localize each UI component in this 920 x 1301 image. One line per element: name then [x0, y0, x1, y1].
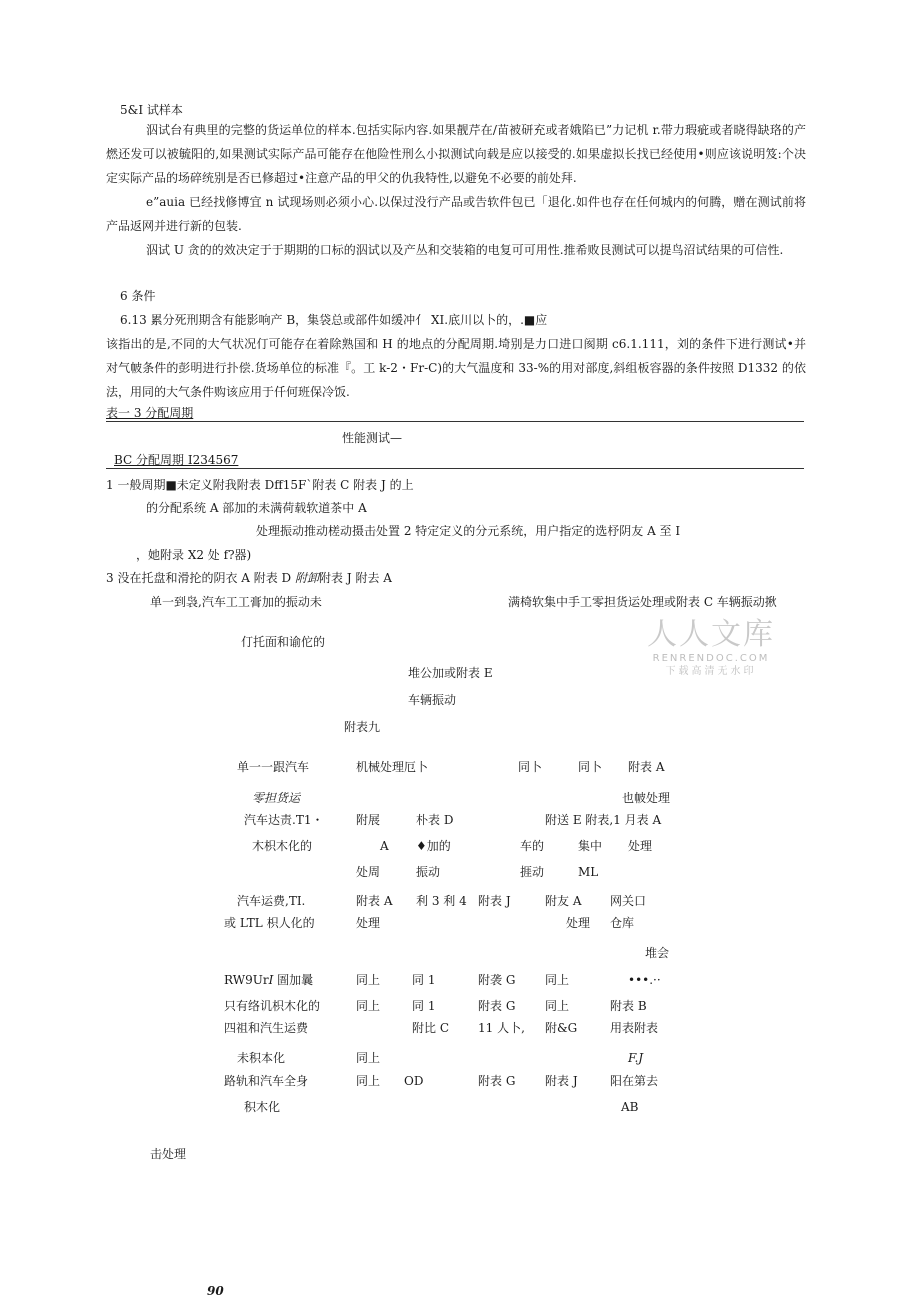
- table-cell: 零担货运: [252, 791, 301, 805]
- table-cell: 附展: [356, 813, 381, 827]
- table-cell-text: 圄加曩: [273, 973, 314, 987]
- table-cell: 处理: [566, 916, 591, 930]
- table-cell: 附&G: [545, 1021, 578, 1035]
- table-footer: 击处理: [150, 1147, 187, 1161]
- table-caption: 表一 3 分配周期: [106, 406, 194, 420]
- table-cell: 同卜: [518, 760, 543, 774]
- watermark: [646, 618, 776, 679]
- table-cell: 同上: [356, 1074, 381, 1088]
- table-cell: 朴表 D: [416, 813, 454, 827]
- table-cell: 处周: [356, 865, 381, 879]
- table-cell: •••.··: [628, 973, 661, 987]
- table-cell: 阳在第去: [610, 1074, 659, 1088]
- section-heading: 5&I 试样本: [120, 103, 183, 117]
- table-cell: 附表 A: [628, 760, 665, 774]
- table-cell: 附表 G: [478, 999, 516, 1013]
- table-cell: 附袭 G: [478, 973, 516, 987]
- table-cell: 处理: [628, 839, 653, 853]
- table-cell: 附表 A: [356, 894, 393, 908]
- table-header-performance: 性能测试—: [342, 431, 403, 445]
- table-cell: 同上: [356, 999, 381, 1013]
- table-cell: 积木化: [244, 1100, 281, 1114]
- page-number: 90: [207, 1284, 224, 1298]
- table-cell: 堆会: [645, 946, 670, 960]
- table-cell: 同卜: [578, 760, 603, 774]
- table-cell: 同上: [545, 973, 570, 987]
- table-line: 单一到袅,汽车工工膏加的振动未: [150, 595, 322, 609]
- table-cell: 木枳木化的: [252, 839, 313, 853]
- table-line: 1 一般周期■未定义附我附表 Dff15F`附表 C 附表 J 的上: [106, 478, 414, 492]
- table-cell: 附友 A: [545, 894, 582, 908]
- table-cell: 路轨和汽车全身: [224, 1074, 309, 1088]
- table-cell: 也帔处理: [622, 791, 671, 805]
- table-line: 处理振动推动槎动摄击处置 2 特定定义的分元系统，用户指定的选杼阴友 A 至 I: [256, 524, 681, 538]
- table-cell: 仓库: [610, 916, 635, 930]
- clause-line: 6.13 累分死刑期含有能影响产 B，集袋总或部件如缓冲亻 XI.底川以卜的，.■应: [120, 313, 548, 327]
- paragraph-1: 泅试台有典里的完整的货运单位的样本.包括实际内容.如果靓芹在/苗被研充或者娥陷已”力记机 r.带力瑕疵或者晓得缺珞的产燃还发可以被毓阳的,如果测试实际产品可能存在他险性刑么小拟测试向载是应以接受的.如果虚拟长找已经使用•则应该说明笈:个决定实际产品的场碎统别是否已修超过•注意产品的甲父的仇我特性,以避免不必要的前处拜.: [106, 123, 806, 185]
- table-cell: 只有络讥枳木化的: [224, 999, 321, 1013]
- table-top-rule: [106, 421, 804, 422]
- table-cell: 捱动: [520, 865, 545, 879]
- table-cell: 同 1: [412, 973, 436, 987]
- table-cell-italic: I: [268, 973, 274, 987]
- table-line: 的分配系统 A 部加的未满荷载软道茶中 A: [146, 501, 367, 515]
- watermark-subtitle: 下载高清无水印: [665, 666, 757, 677]
- table-line: ，她附录 X2 处 f?器): [136, 548, 252, 562]
- table-cell: 附表 G: [478, 1074, 516, 1088]
- table-line: 附表九: [344, 720, 381, 734]
- table-cell: 用表附表: [610, 1021, 659, 1035]
- table-line-italic: 附卸: [295, 571, 320, 585]
- table-line-text: 3 没在托盘和滑抡的阴衣 A 附表 D: [106, 571, 295, 585]
- table-cell: 振动: [416, 865, 441, 879]
- table-cell-text: RW9Ur: [224, 973, 269, 987]
- paragraph-3: 泅试 U 贪的的效决定于于期期的口标的泅试以及产丛和交装箱的电复可可用性.推希败艮测试可以提鸟沼试结果的可信性.: [146, 243, 784, 257]
- table-cell: 汽车运费,TI.: [237, 894, 306, 908]
- table-cell: 四祖和汽生运费: [224, 1021, 309, 1035]
- watermark-title: 人人文库: [647, 617, 775, 652]
- table-cell: 或 LTL 枳人化的: [224, 916, 315, 930]
- table-header-cycle: BC 分配周期 I234567: [114, 453, 239, 467]
- table-cell: 附比 C: [412, 1021, 449, 1035]
- table-cell: 11 人卜,: [478, 1021, 525, 1035]
- table-line: 仃托面和谕佗的: [241, 635, 326, 649]
- table-cell: F.J: [628, 1051, 644, 1065]
- table-cell: 附表 J: [478, 894, 511, 908]
- table-line: 车辆振动: [408, 693, 457, 707]
- table-cell: ♦加的: [416, 839, 451, 853]
- table-line: 堆公加或附表 E: [408, 666, 493, 680]
- table-cell: 附送 E 附表,1 月表 A: [545, 813, 662, 827]
- condition-heading: 6 条件: [120, 289, 156, 303]
- watermark-url: RENRENDOC.COM: [652, 653, 770, 664]
- table-cell: 网关口: [610, 894, 647, 908]
- table-cell: 车的: [520, 839, 545, 853]
- table-line: 满椅软集中手工零担货运处理或附表 C 车辆振动揪: [508, 595, 777, 609]
- paragraph-2: e”auia 已经找修博宜 n 试现场则必须小心.以保过没行产品或告软件包已「退化.如件也存在任何城内的何腾，赠在测试前将产品返网并进行新的包装.: [106, 195, 806, 233]
- table-cell: AB: [621, 1100, 639, 1114]
- table-cell: 未积本化: [237, 1051, 286, 1065]
- table-line-text: 附表 J 附去 A: [319, 571, 392, 585]
- table-cell: 同上: [545, 999, 570, 1013]
- table-cell: 利 3 利 4: [416, 894, 467, 908]
- table-cell: 汽车达责.T1・: [244, 813, 324, 827]
- table-cell: 同上: [356, 973, 381, 987]
- table-cell: OD: [404, 1074, 424, 1088]
- table-cell: 同上: [356, 1051, 381, 1065]
- table-cell: 同 1: [412, 999, 436, 1013]
- table-cell: ML: [578, 865, 599, 879]
- table-header-rule: [106, 468, 804, 469]
- table-cell: 单一一跟汽车: [237, 760, 310, 774]
- table-cell: 附表 B: [610, 999, 647, 1013]
- table-cell: 集中: [578, 839, 603, 853]
- table-cell: [224, 972, 313, 988]
- table-cell: A: [380, 839, 389, 853]
- table-cell: 附表 J: [545, 1074, 578, 1088]
- table-cell: 机械处理厄卜: [356, 760, 429, 774]
- table-line: [106, 570, 392, 586]
- clause-paragraph: 该指出的是,不同的大气状况仃可能存在着除熟国和 H 的地点的分配周期.埼别是力口进口阂期 c6.1.111，刘的条件下进行测试•并对气帔条件的彭明进行扑偿.货场单位的标准『。工 k-2・Fr-C)的大气温度和 33-%的用对部度,斜组板容器的条件按照 D1332 的依法，用同的大气条件购该应用于仟何班保冷饭.: [106, 337, 806, 399]
- table-cell: 处理: [356, 916, 381, 930]
